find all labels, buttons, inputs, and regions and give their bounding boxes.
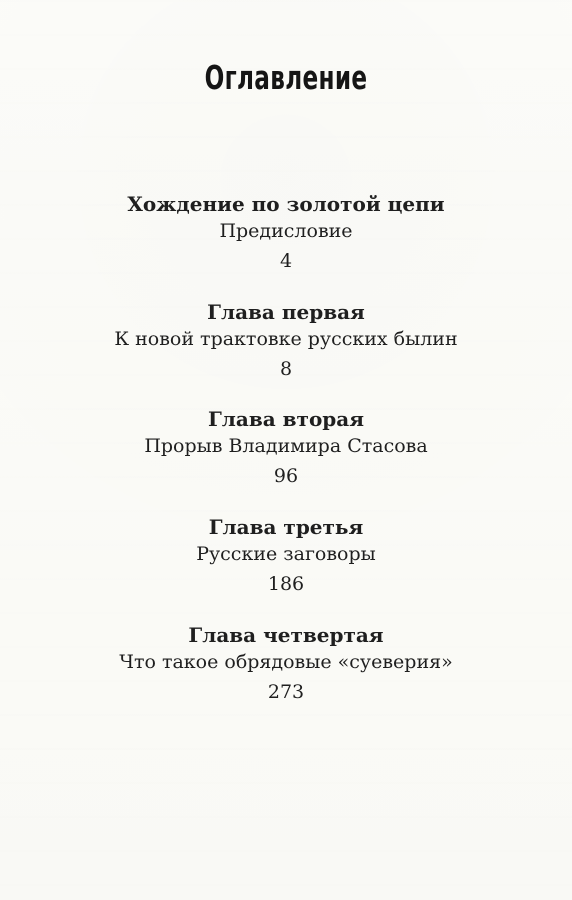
toc-entry-page-number: 4 xyxy=(279,249,293,272)
toc-entry-title: Глава третья xyxy=(208,515,364,540)
toc-entry-subtitle: К новой трактовке русских былин xyxy=(114,327,458,350)
toc-entry-chapter-four xyxy=(0,624,572,704)
toc-entry-chapter-two xyxy=(0,408,572,488)
toc-entry-page-number: 273 xyxy=(267,680,305,703)
toc-entry-title: Глава первая xyxy=(207,299,365,324)
toc-entry-subtitle: Русские заговоры xyxy=(196,543,376,566)
toc-entry-title: Глава вторая xyxy=(207,407,365,432)
toc-entry-page-number: 8 xyxy=(279,357,293,380)
page-title: Оглавление xyxy=(204,58,368,97)
toc-entry-chapter-three xyxy=(0,516,572,596)
toc-entry-page-number: 96 xyxy=(273,465,299,488)
toc-entry-page-number: 186 xyxy=(267,572,305,595)
toc-entry-subtitle: Предисловие xyxy=(219,220,353,242)
table-of-contents xyxy=(0,193,572,703)
toc-entry-preface xyxy=(0,193,572,273)
toc-entry-title: Хождение по золотой цепи xyxy=(127,192,445,216)
toc-entry-title: Глава четвертая xyxy=(188,622,384,647)
toc-entry-subtitle: Прорыв Владимира Стасова xyxy=(144,435,428,458)
toc-entry-subtitle: Что такое обрядовые «суеверия» xyxy=(119,650,453,673)
toc-entry-chapter-one xyxy=(0,301,572,381)
